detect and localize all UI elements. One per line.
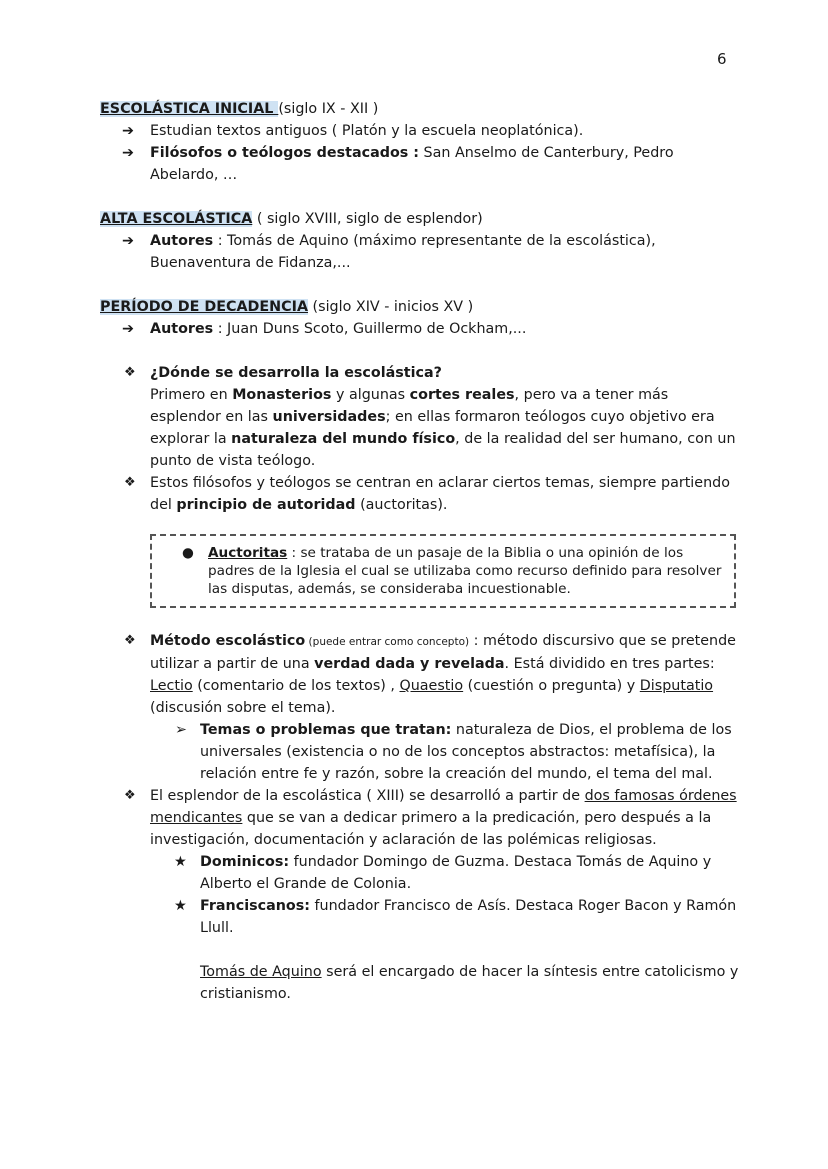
section-periodo-decadencia <box>100 296 740 340</box>
diamond-icon: ❖ <box>124 633 136 648</box>
arrow-icon: ➔ <box>122 123 134 139</box>
arrow-icon: ➔ <box>122 145 134 161</box>
triangle-arrow-icon: ➢ <box>175 722 187 738</box>
list-item: ❖ ¿Dónde se desarrolla la escolástica? Primero en Monasterios y algunas cortes reales, pero va a tener más esplendor en las universidades; en ellas formaron teólogos cuyo objetivo era explorar la naturaleza del mundo físico, de la realidad del ser humano, con un punto de vista teólogo. <box>100 362 740 472</box>
list-item: ★ Dominicos: fundador Domingo de Guzma. Destaca Tomás de Aquino y Alberto el Grande de Colonia. <box>100 851 740 895</box>
arrow-icon: ➔ <box>122 233 134 249</box>
list-item: ★ Franciscanos: fundador Francisco de Asís. Destaca Roger Bacon y Ramón Llull. <box>100 895 740 939</box>
bullet-icon: ● <box>182 545 194 561</box>
section-heading: ESCOLÁSTICA INICIAL (siglo IX - XII ) <box>100 101 379 117</box>
list-item: ➔ Autores : Juan Duns Scoto, Guillermo de Ockham,... <box>100 318 740 340</box>
page-number: 6 <box>717 50 727 68</box>
document-body <box>100 98 740 1005</box>
section-heading: PERÍODO DE DECADENCIA (siglo XIV - inicios XV ) <box>100 299 474 315</box>
list-item: ➔ Autores : Tomás de Aquino (máximo representante de la escolástica), Buenaventura de Fidanza,... <box>100 230 740 274</box>
section-escolastica-inicial <box>100 98 740 186</box>
list-item: ➔ Estudian textos antiguos ( Platón y la escuela neoplatónica). <box>100 120 740 142</box>
list-item: ➔ Filósofos o teólogos destacados : San Anselmo de Canterbury, Pedro Abelardo, … <box>100 142 740 186</box>
diamond-icon: ❖ <box>124 365 136 380</box>
list-item: ❖ Método escolástico (puede entrar como concepto) : método discursivo que se pretende utilizar a partir de una verdad dada y revelada. Está dividido en tres partes: Lectio (comentario de los textos) , Quaestio (cuestión o pregunta) y Disputatio (discusión sobre el tema). <box>100 630 740 719</box>
list-item: ● Auctoritas : se trataba de un pasaje de la Biblia o una opinión de los padres de la Iglesia el cual se utilizaba como recurso definido para resolver las disputas, además, se consideraba incuestionable. <box>182 545 722 597</box>
arrow-icon: ➔ <box>122 321 134 337</box>
list-item: ➢ Temas o problemas que tratan: naturaleza de Dios, el problema de los universales (existencia o no de los conceptos abstractos: metafísica), la relación entre fe y razón, sobre la creación del mundo, el tema del mal. <box>100 719 740 785</box>
star-icon: ★ <box>174 898 187 914</box>
diamond-icon: ❖ <box>124 475 136 490</box>
star-icon: ★ <box>174 854 187 870</box>
section-alta-escolastica <box>100 208 740 274</box>
definition-box <box>150 534 736 608</box>
diamond-icon: ❖ <box>124 788 136 803</box>
list-item: ❖ El esplendor de la escolástica ( XIII) se desarrolló a partir de dos famosas órdenes mendicantes que se van a dedicar primero a la predicación, pero después a la investigación, documentación y aclaración de las polémicas religiosas. <box>100 785 740 851</box>
list-item: ❖ Estos filósofos y teólogos se centran en aclarar ciertos temas, siempre partiendo del principio de autoridad (auctoritas). <box>100 472 740 516</box>
section-heading: ALTA ESCOLÁSTICA ( siglo XVIII, siglo de esplendor) <box>100 211 483 227</box>
closing-paragraph: Tomás de Aquino será el encargado de hacer la síntesis entre catolicismo y cristianismo. <box>200 964 739 1002</box>
